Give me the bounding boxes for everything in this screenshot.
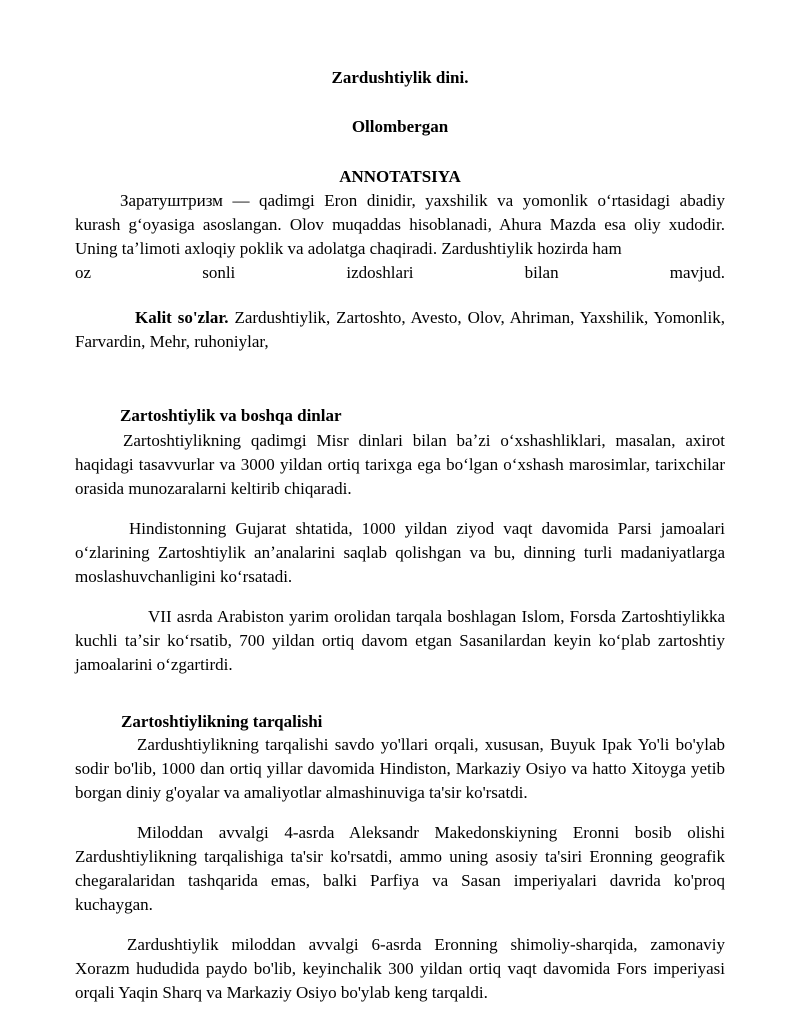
section-paragraph: Zardushtiylikning tarqalishi savdo yo'llari orqali, xususan, Buyuk Ipak Yo'li bo'ylab sodir bo'lib, 1000 dan ortiq yillar davomida Hindiston, Markaziy Osiyo va hatto Xitoyga yetib borgan diniy g'oyalar va amaliyotlar almashinuviga ta'sir ko'rsatdi. <box>75 735 725 802</box>
annotation-paragraph-end: oz sonli izdoshlari bilan mavjud. <box>75 263 725 282</box>
section-heading: Zartoshtiylik va boshqa dinlar <box>120 406 342 425</box>
section-paragraph: VII asrda Arabiston yarim orolidan tarqala boshlagan Islom, Forsda Zartoshtiylikka kuchli taʼsir koʻrsatib, 700 yildan ortiq davom etgan Sasanilardan keyin koʻplab zartoshtiy jamoalarini oʻzgartirdi. <box>75 607 725 674</box>
keywords-paragraph <box>75 306 725 354</box>
annotation-paragraph: Заратуштризм — qadimgi Eron dinidir, yaxshilik va yomonlik oʻrtasidagi abadiy kurash gʻoyasiga asoslangan. Olov muqaddas hisoblanadi, Ahura Mazda esa oliy xudodir. Uning taʼlimoti axloqiy poklik va adolatga chaqiradi. Zardushtiylik hozirda ham <box>75 191 725 258</box>
annotation-heading: ANNOTATSIYA <box>339 167 461 186</box>
section-paragraph: Zardushtiylik miloddan avvalgi 6-asrda Eronning shimoliy-sharqida, zamonaviy Xorazm hududida paydo bo'lib, keyinchalik 300 yildan ortiq vaqt davomida Fors imperiyasi orqali Yaqin Sharq va Markaziy Osiyo bo'ylab keng tarqaldi. <box>75 935 725 1002</box>
keywords-text: Zardushtiylik, Zartoshto, Avesto, Olov, Ahriman, Yaxshilik, Yomonlik, Farvardin, Mehr, ruhoniylar, <box>75 308 725 351</box>
section-heading: Zartoshtiylikning tarqalishi <box>121 712 323 731</box>
keywords-label: Kalit so'zlar. <box>135 308 229 327</box>
section-paragraph: Miloddan avvalgi 4-asrda Aleksandr Makedonskiyning Eronni bosib olishi Zardushtiylikning tarqalishiga ta'sir ko'rsatdi, ammo uning asosiy ta'siri Eronning geografik chegaralaridan tashqarida emas, balki Parfiya va Sasan imperiyalari davrida ko'proq kuchaygan. <box>75 823 725 914</box>
document-title: Zardushtiylik dini. <box>331 68 469 87</box>
section-paragraph: Hindistonning Gujarat shtatida, 1000 yildan ziyod vaqt davomida Parsi jamoalari oʻzlarining Zartoshtiylik anʼanalarini saqlab qolishgan va bu, dinning turli madaniyatlarga moslashuvchanligini koʻrsatadi. <box>75 519 725 586</box>
section-paragraph: Zartoshtiylikning qadimgi Misr dinlari bilan baʼzi oʻxshashliklari, masalan, axirot haqidagi tasavvurlar va 3000 yildan ortiq tarixga ega boʻlgan oʻxshash marosimlar, tarixchilar orasida munozaralarni keltirib chiqaradi. <box>75 431 725 498</box>
author-name: Ollombergan <box>351 117 449 136</box>
